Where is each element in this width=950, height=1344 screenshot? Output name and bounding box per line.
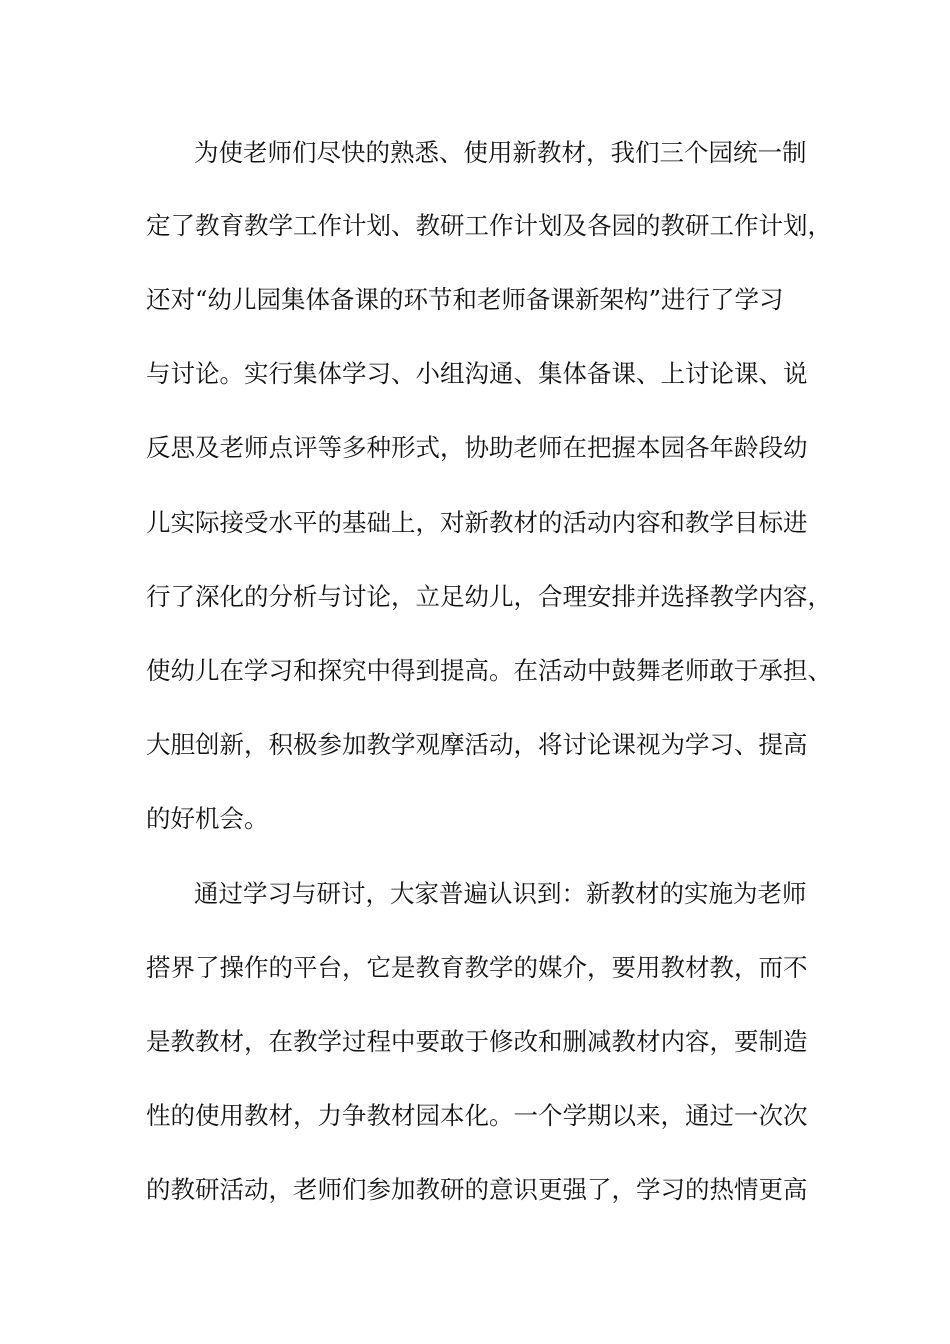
paragraph-1-line-1: 为使老师们尽快的熟悉、使用新教材，我们三个园统一制 xyxy=(194,138,807,167)
paragraph-1-line-3: 还对“幼儿园集体备课的环节和老师备课新架构”进行了学习 xyxy=(146,285,784,314)
paragraph-2-line-4: 性的使用教材，力争教材园本化。一个学期以来，通过一次次 xyxy=(146,1101,808,1130)
paragraph-1-line-6: 儿实际接受水平的基础上，对新教材的活动内容和教学目标进 xyxy=(146,508,808,537)
paragraph-1-line-5: 反思及老师点评等多种形式，协助老师在把握本园各年龄段幼 xyxy=(146,433,808,462)
paragraph-1-line-7: 行了深化的分析与讨论，立足幼儿，合理安排并选择教学内容， xyxy=(146,582,832,611)
paragraph-2-line-1: 通过学习与研讨，大家普遍认识到：新教材的实施为老师 xyxy=(194,879,807,908)
paragraph-1-line-4: 与讨论。实行集体学习、小组沟通、集体备课、上讨论课、说 xyxy=(146,359,808,388)
paragraph-1-line-9: 大胆创新，积极参加教学观摩活动，将讨论课视为学习、提高 xyxy=(146,730,808,759)
paragraph-1-line-2: 定了教育教学工作计划、教研工作计划及各园的教研工作计划， xyxy=(146,211,832,240)
paragraph-1-line-10: 的好机会。 xyxy=(146,804,269,833)
paragraph-1-line-8: 使幼儿在学习和探究中得到提高。在活动中鼓舞老师敢于承担、 xyxy=(146,656,832,685)
paragraph-2-line-2: 搭界了操作的平台，它是教育教学的媒介，要用教材教，而不 xyxy=(146,953,808,982)
paragraph-2-line-5: 的教研活动，老师们参加教研的意识更强了，学习的热情更高 xyxy=(146,1175,808,1204)
paragraph-2-line-3: 是教教材，在教学过程中要敢于修改和删减教材内容，要制造 xyxy=(146,1027,808,1056)
